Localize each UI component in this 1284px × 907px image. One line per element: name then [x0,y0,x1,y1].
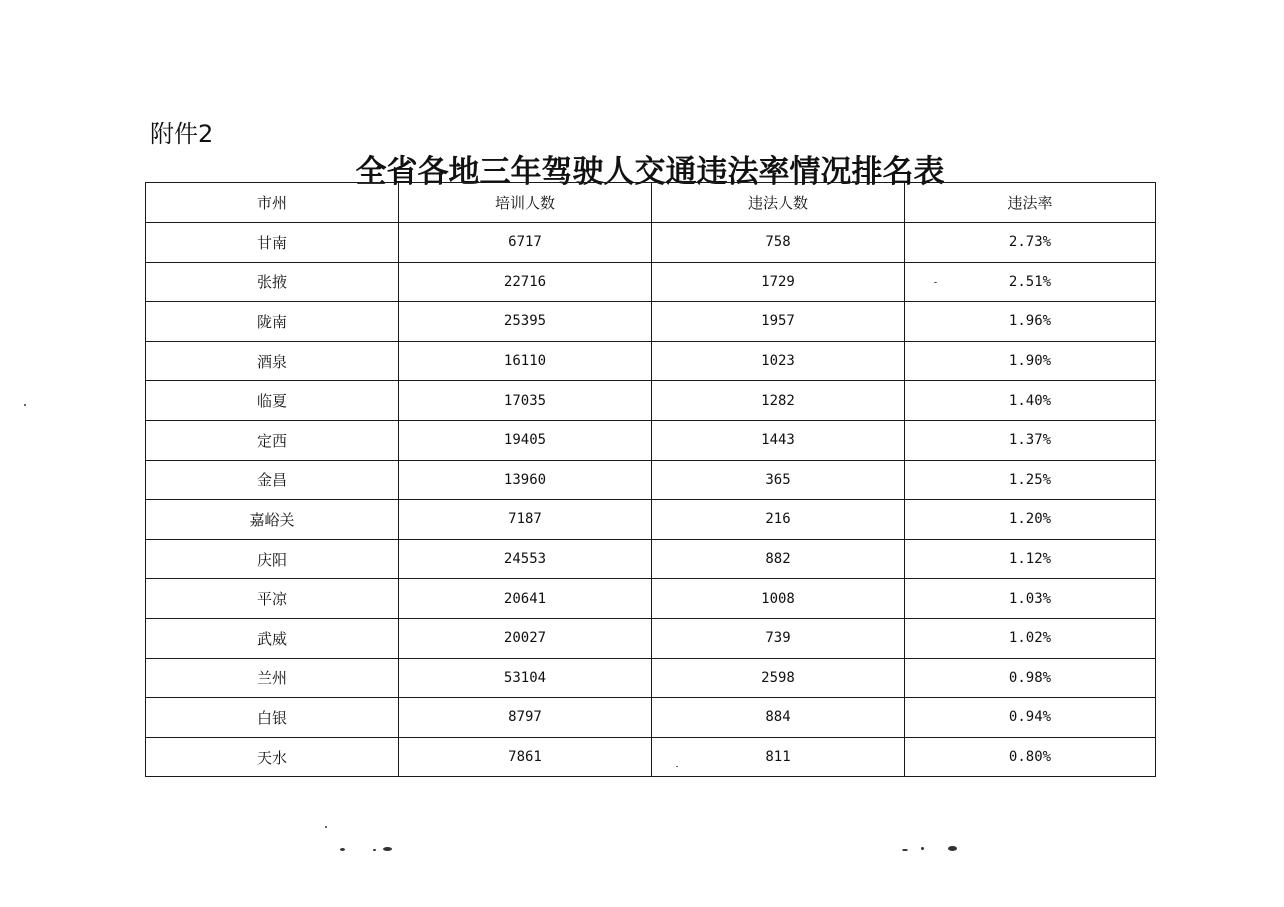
header-city: 市州 [146,183,399,223]
cell-city: 兰州 [146,658,399,698]
scan-speck [383,847,392,851]
ranking-table-container [145,182,1155,777]
table-row [146,618,1156,658]
scan-speck [902,849,908,851]
header-violators: 违法人数 [652,183,905,223]
cell-violators: 365 [652,460,905,500]
cell-trained: 6717 [399,223,652,263]
cell-city: 天水 [146,737,399,777]
cell-rate: 0.98% [905,658,1156,698]
cell-trained: 19405 [399,420,652,460]
cell-violators: 1282 [652,381,905,421]
cell-trained: 7187 [399,500,652,540]
cell-rate: 1.37% [905,420,1156,460]
table-row [146,579,1156,619]
cell-violators: 1443 [652,420,905,460]
cell-city: 临夏 [146,381,399,421]
scan-speck [340,848,345,851]
cell-rate: 1.40% [905,381,1156,421]
table-row [146,420,1156,460]
cell-trained: 20027 [399,618,652,658]
cell-violators: 1008 [652,579,905,619]
attachment-label: 附件2 [150,120,214,148]
table-row [146,460,1156,500]
document-title: 全省各地三年驾驶人交通违法率情况排名表 [355,154,945,190]
cell-violators: 2598 [652,658,905,698]
cell-rate: 0.80% [905,737,1156,777]
header-rate: 违法率 [905,183,1156,223]
table-row [146,539,1156,579]
cell-trained: 22716 [399,262,652,302]
cell-city: 陇南 [146,302,399,342]
header-trained: 培训人数 [399,183,652,223]
scan-speck [325,826,327,828]
table-row [146,381,1156,421]
cell-rate: 1.03% [905,579,1156,619]
cell-city: 定西 [146,420,399,460]
table-header-row [146,183,1156,223]
cell-city: 庆阳 [146,539,399,579]
cell-violators: 758 [652,223,905,263]
cell-rate: 1.90% [905,341,1156,381]
cell-city: 酒泉 [146,341,399,381]
cell-trained: 25395 [399,302,652,342]
table-row [146,341,1156,381]
table-row [146,302,1156,342]
cell-violators: 1957 [652,302,905,342]
cell-rate: 2.73% [905,223,1156,263]
scan-speck [24,404,26,406]
cell-violators: 739 [652,618,905,658]
cell-trained: 53104 [399,658,652,698]
cell-rate: 1.12% [905,539,1156,579]
cell-trained: 13960 [399,460,652,500]
cell-city: 武威 [146,618,399,658]
cell-trained: 7861 [399,737,652,777]
scan-speck [921,847,924,850]
cell-trained: 8797 [399,698,652,738]
cell-violators: 882 [652,539,905,579]
scan-speck [676,766,678,767]
cell-violators: 1023 [652,341,905,381]
cell-rate: 2.51% [905,262,1156,302]
cell-city: 平凉 [146,579,399,619]
table-row [146,737,1156,777]
table-row [146,262,1156,302]
cell-violators: 884 [652,698,905,738]
cell-rate: 1.96% [905,302,1156,342]
cell-rate: 0.94% [905,698,1156,738]
cell-rate: 1.25% [905,460,1156,500]
cell-city: 张掖 [146,262,399,302]
cell-trained: 20641 [399,579,652,619]
cell-city: 甘南 [146,223,399,263]
table-row [146,223,1156,263]
scan-speck [373,849,376,851]
cell-violators: 1729 [652,262,905,302]
table-row [146,698,1156,738]
cell-city: 嘉峪关 [146,500,399,540]
cell-city: 白银 [146,698,399,738]
scan-speck [948,846,957,851]
cell-trained: 17035 [399,381,652,421]
ranking-table [145,182,1156,777]
cell-trained: 16110 [399,341,652,381]
table-row [146,500,1156,540]
cell-violators: 216 [652,500,905,540]
cell-rate: 1.02% [905,618,1156,658]
scan-speck [934,282,937,283]
cell-city: 金昌 [146,460,399,500]
table-row [146,658,1156,698]
cell-violators: 811 [652,737,905,777]
cell-rate: 1.20% [905,500,1156,540]
cell-trained: 24553 [399,539,652,579]
